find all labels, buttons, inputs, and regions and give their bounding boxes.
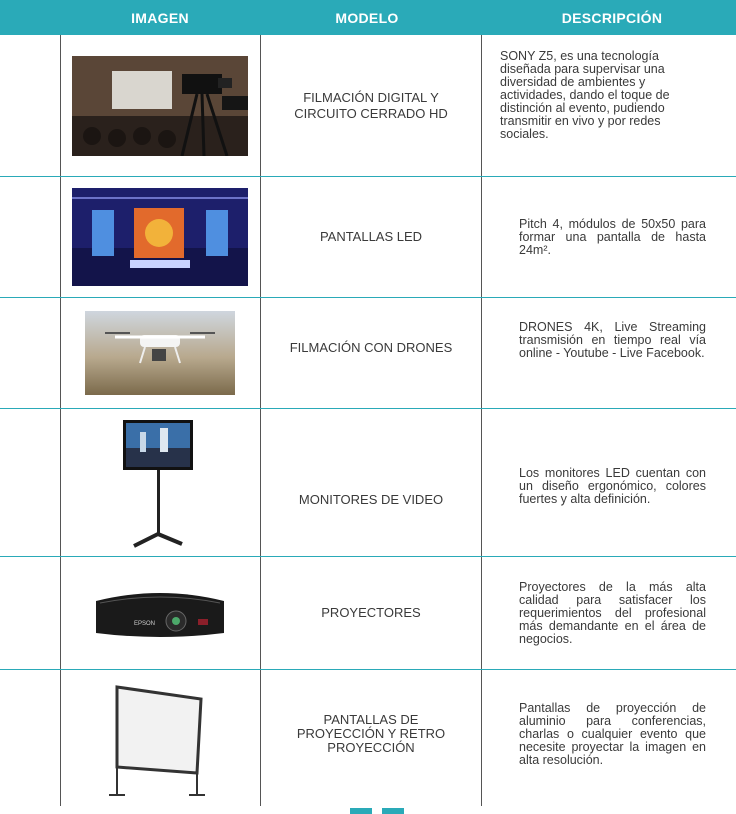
- model-label: MONITORES DE VIDEO: [298, 492, 444, 507]
- row-description-cell: [484, 36, 736, 176]
- row-model-cell: [262, 557, 480, 669]
- projector-photo: [90, 583, 230, 643]
- row-image-cell: [62, 409, 258, 556]
- row-description-cell: [484, 409, 736, 563]
- row-model-cell: [262, 670, 480, 798]
- description-text: Pitch 4, módulos de 50x50 para formar una pantalla de hasta 24m².: [519, 216, 706, 257]
- description-text: Proyectores de la más alta calidad para satisfacer los requerimientos del profesional más demandante en el área de negocios.: [519, 579, 706, 646]
- page-tab: [382, 808, 404, 814]
- model-label: PANTALLAS DE PROYECCIÓN Y RETRO PROYECCIÓN: [296, 712, 446, 755]
- table-row: [0, 557, 736, 669]
- row-image-cell: [62, 670, 258, 806]
- drone-photo: [85, 311, 235, 395]
- row-image-cell: [62, 557, 258, 669]
- model-label: PROYECTORES: [321, 605, 421, 620]
- header-image: IMAGEN: [131, 9, 189, 26]
- description-text: Pantallas de proyección de aluminio para conferencias, charlas o cualquier evento que necesite proyectar la imagen en alta resolución.: [519, 700, 706, 767]
- table-row: [0, 36, 736, 176]
- projector-brand: EPSON: [134, 621, 156, 627]
- row-image-cell: [62, 36, 258, 176]
- table-header: [0, 0, 736, 35]
- model-label: FILMACIÓN DIGITAL Y CIRCUITO CERRADO HD: [294, 90, 448, 121]
- row-model-cell: [262, 177, 480, 297]
- table-row: [0, 298, 736, 408]
- row-image-cell: [62, 177, 258, 297]
- description-text: DRONES 4K, Live Streaming transmisión en tiempo real vía online - Youtube - Live Facebook.: [519, 319, 706, 360]
- row-image-cell: [62, 298, 258, 408]
- row-description-cell: [484, 670, 736, 798]
- description-text: Los monitores LED cuentan con un diseño ergonómico, colores fuertes y alta definición.: [519, 465, 706, 506]
- page-tab: [350, 808, 372, 814]
- projection-screen-photo: [105, 679, 215, 797]
- monitor-stand-photo: [120, 418, 200, 548]
- description-text: SONY Z5, es una tecnología diseñada para supervisar una diversidad de ambientes y actividades, dando el toque de distinción al evento, pudiendo transmitir en vivo y por redes sociales.: [500, 49, 670, 141]
- header-description: DESCRIPCIÓN: [561, 9, 663, 26]
- table-row: [0, 409, 736, 556]
- model-label: FILMACIÓN CON DRONES: [289, 340, 453, 355]
- camera-filming-photo: [72, 56, 248, 156]
- row-description-cell: [484, 298, 736, 382]
- row-model-cell: [262, 36, 480, 176]
- model-label: PANTALLAS LED: [319, 229, 423, 244]
- table-row: [0, 670, 736, 806]
- row-description-cell: [484, 557, 736, 669]
- row-description-cell: [484, 177, 736, 297]
- led-screen-photo: [72, 188, 248, 286]
- table-row: [0, 177, 736, 297]
- header-model: MODELO: [335, 9, 399, 26]
- row-model-cell: [262, 298, 480, 398]
